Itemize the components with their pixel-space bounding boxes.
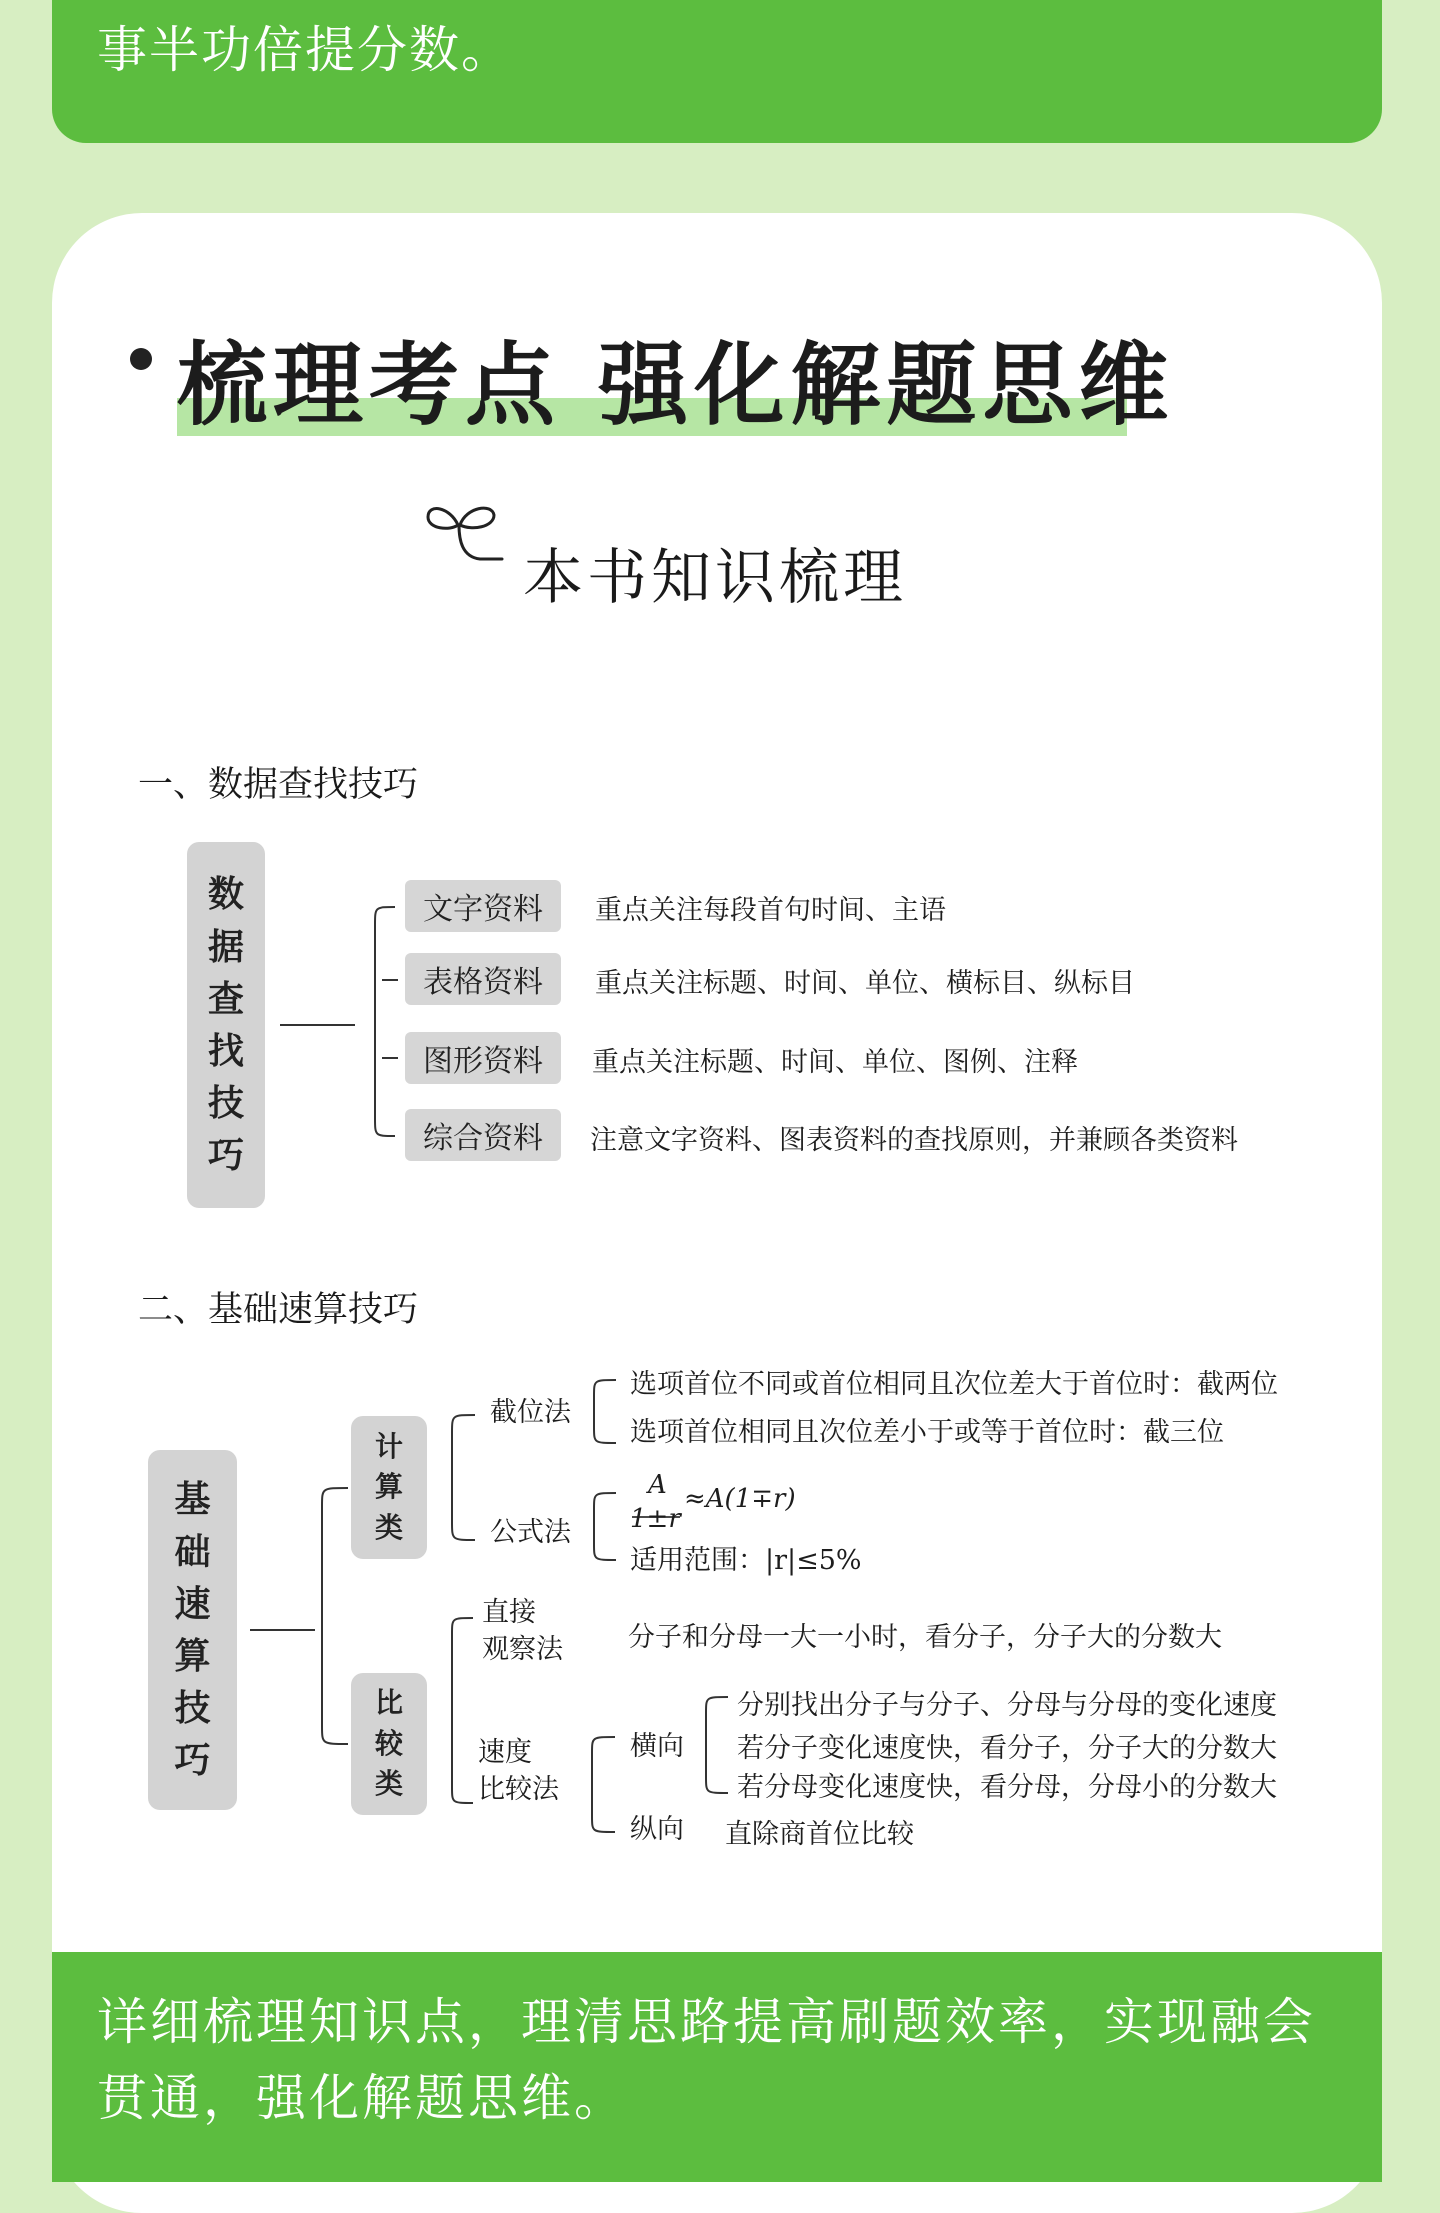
subtitle xyxy=(420,495,980,613)
tag-combined-material: 综合资料 xyxy=(405,1109,561,1161)
jiewei-item-1: 选项首位不同或首位相同且次位差大于首位时：截两位 xyxy=(630,1369,1278,1400)
label-vertical: 纵向 xyxy=(630,1814,684,1845)
section1-title: 一、数据查找技巧 xyxy=(138,765,419,805)
jiewei-item-2: 选项首位相同且次位差小于或等于首位时：截三位 xyxy=(630,1417,1224,1448)
label-speed-2: 比较法 xyxy=(478,1774,559,1805)
note-table-material: 重点关注标题、时间、单位、横标目、纵标目 xyxy=(595,968,1135,999)
section1-root-char-2: 查 xyxy=(207,977,244,1020)
label-horizontal: 横向 xyxy=(630,1731,684,1762)
compare-category-char-0: 比 xyxy=(374,1686,403,1720)
label-direct-2: 观察法 xyxy=(482,1634,563,1665)
horizontal-item-3: 若分母变化速度快，看分母，分母小的分数大 xyxy=(737,1772,1277,1803)
formula-denominator: 1±r xyxy=(630,1504,681,1534)
calc-category-char-2: 类 xyxy=(374,1510,403,1544)
section1-root-char-4: 技 xyxy=(207,1082,244,1125)
compare-category-char-1: 较 xyxy=(374,1726,403,1760)
bullet-dot xyxy=(130,348,152,370)
section1-root-char-0: 数 xyxy=(207,873,244,916)
section2-root-char-0: 基 xyxy=(174,1478,211,1521)
bottom-banner-text: 详细梳理知识点，理清思路提高刷题效率，实现融会贯通，强化解题思维。 xyxy=(97,1993,1316,2127)
direct-note: 分子和分母一大一小时，看分子，分子大的分数大 xyxy=(628,1622,1222,1653)
label-speed-1: 速度 xyxy=(478,1737,532,1768)
heading-title: 梳理考点 强化解题思维 xyxy=(177,333,1175,438)
section1-root-char-1: 据 xyxy=(207,925,244,968)
tag-graph-material: 图形资料 xyxy=(405,1032,561,1084)
section2-root-char-3: 算 xyxy=(174,1635,211,1677)
note-combined-material: 注意文字资料、图表资料的查找原则，并兼顾各类资料 xyxy=(590,1125,1238,1156)
section2-root-char-1: 础 xyxy=(174,1530,211,1573)
top-banner xyxy=(52,0,1382,143)
tag-text-material: 文字资料 xyxy=(405,880,561,932)
calc-category-box xyxy=(351,1416,427,1559)
tag-table-material: 表格资料 xyxy=(405,953,561,1005)
section1-root-char-5: 巧 xyxy=(207,1134,244,1177)
sprout-icon xyxy=(420,495,520,575)
calc-category-char-0: 计 xyxy=(374,1429,403,1463)
section1-root-char-3: 找 xyxy=(207,1030,244,1072)
section1-root-box xyxy=(187,842,265,1208)
formula-range: 适用范围：|r|≤5% xyxy=(630,1545,862,1576)
compare-category-box xyxy=(351,1673,427,1815)
section2-title: 二、基础速算技巧 xyxy=(138,1290,419,1330)
note-graph-material: 重点关注标题、时间、单位、图例、注释 xyxy=(592,1047,1078,1078)
top-banner-text: 事半功倍提分数。 xyxy=(97,21,513,79)
label-direct-1: 直接 xyxy=(482,1597,536,1628)
vertical-note: 直除商首位比较 xyxy=(725,1819,914,1850)
note-text-material: 重点关注每段首句时间、主语 xyxy=(595,895,946,926)
section-heading xyxy=(125,300,1175,438)
horizontal-item-2: 若分子变化速度快，看分子，分子大的分数大 xyxy=(737,1733,1277,1764)
label-jiewei: 截位法 xyxy=(490,1397,571,1428)
compare-category-char-2: 类 xyxy=(374,1767,403,1801)
bottom-banner xyxy=(52,1952,1382,2182)
section2-root-char-5: 巧 xyxy=(174,1739,211,1782)
formula-approx: ≈A(1∓r) xyxy=(684,1484,796,1514)
section2-root-char-2: 速 xyxy=(174,1582,211,1625)
section2-root-char-4: 技 xyxy=(174,1687,211,1730)
calc-category-char-1: 算 xyxy=(374,1470,403,1504)
section2-root-box xyxy=(148,1450,237,1810)
subtitle-text: 本书知识梳理 xyxy=(523,543,907,613)
formula-numerator: A xyxy=(648,1470,667,1500)
label-gongshi: 公式法 xyxy=(490,1517,571,1548)
horizontal-item-1: 分别找出分子与分子、分母与分母的变化速度 xyxy=(737,1690,1277,1721)
